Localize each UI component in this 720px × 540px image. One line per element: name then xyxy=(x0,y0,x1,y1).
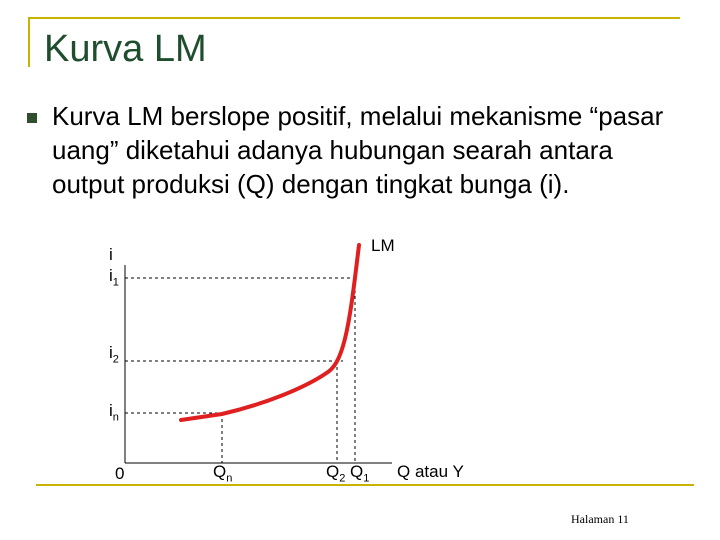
y-axis-label: i xyxy=(109,245,113,264)
curve-label-lm: LM xyxy=(371,236,395,255)
x-axis-label: Q atau Y xyxy=(397,462,464,481)
tick-label-i2: $i_2$ xyxy=(109,343,119,366)
lm-curve xyxy=(181,245,359,420)
slide-title: Kurva LM xyxy=(44,28,207,70)
tick-label-q1: $Q_1$ xyxy=(350,462,370,485)
page-footer: Halaman 11 xyxy=(571,512,629,526)
origin-label: 0 xyxy=(115,464,125,483)
tick-label-q2: $Q_2$ xyxy=(326,462,346,485)
tick-label-in: $i_n$ xyxy=(109,401,119,424)
tick-label-i1: $i_1$ xyxy=(109,266,119,289)
tick-label-qn: $Q_n$ xyxy=(213,462,233,485)
bullet-text: Kurva LM berslope positif, melalui mekanisme “pasar uang” diketahui adanya hubungan searah antara output produksi (Q) dengan tingkat bunga (i). xyxy=(52,101,664,199)
